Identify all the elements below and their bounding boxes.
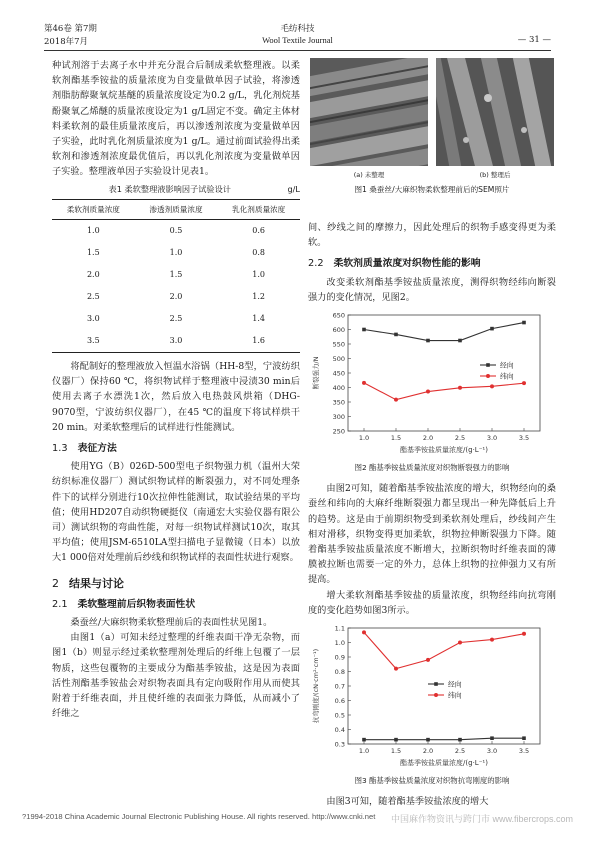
section-number: 2 <box>52 576 59 590</box>
data-point-warp <box>458 738 462 742</box>
data-point-weft <box>362 381 366 385</box>
table-cell: 1.0 <box>86 226 100 236</box>
data-point-weft <box>362 630 366 634</box>
table-cell: 1.2 <box>252 292 266 302</box>
x-tick-label: 1.0 <box>358 434 370 443</box>
copyright-line: ?1994-2018 China Academic Journal Electronic Publishing House. All rights reserved. http://www.cnki.net <box>22 812 376 821</box>
table-1 <box>52 182 300 353</box>
figure-3-chart <box>308 620 556 770</box>
table-row <box>52 242 300 264</box>
table-1-header: 渗透剂质量浓度 <box>135 199 218 219</box>
table-1-header: 乳化剂质量浓度 <box>217 199 300 219</box>
data-point-weft <box>490 384 494 388</box>
journal-title-cn: 毛纺科技 <box>280 24 315 34</box>
x-tick-label: 1.5 <box>390 747 402 756</box>
table-cell: 3.0 <box>135 330 218 352</box>
y-tick-label: 350 <box>332 398 345 407</box>
y-tick-label: 0.7 <box>334 682 345 691</box>
table-1-header-row <box>52 199 300 219</box>
paragraph-2-2-b: 由图2可知，随着酯基季铵盐浓度的增大，织物经向的桑蚕丝和纬向的大麻纤维断裂强力都呈现出一种先降低后上升的趋势。这是由于前期织物受到柔软剂处理后，纱线间产生相对滑移，织物变得更加柔软，织物拉伸断裂强力下降。随着酯基季铵盐质量浓度不断增大，拉断织物时纤维表面的薄膜被拉断也需要一定的外力，总体上织物的拉伸强力又有所提高。 <box>308 483 556 586</box>
y-axis-label: 抗弯刚度/(cN·cm²·cm⁻¹) <box>312 648 320 724</box>
legend-label: 经向 <box>500 361 514 370</box>
breaking-strength-chart <box>308 307 556 457</box>
paragraph-2-2-c: 增大柔软剂酯基季铵盐的质量浓度，织物经纬向抗弯刚度的变化趋势如图3所示。 <box>308 589 556 616</box>
volume-issue: 第46卷 第7期 <box>44 24 97 34</box>
table-cell: 1.5 <box>169 270 183 280</box>
table-cell: 0.5 <box>169 226 183 236</box>
data-point-weft <box>490 638 494 642</box>
data-point-warp <box>394 738 398 742</box>
y-tick-label: 250 <box>332 427 345 436</box>
right-column <box>308 58 556 809</box>
data-point-weft <box>458 386 462 390</box>
legend-marker <box>434 693 438 697</box>
y-tick-label: 0.3 <box>334 740 345 749</box>
section-heading-1-3 <box>52 441 300 456</box>
table-cell: 0.8 <box>252 248 266 258</box>
table-row <box>52 264 300 286</box>
section-number: 1.3 <box>52 442 68 454</box>
table-1-caption <box>52 182 300 199</box>
x-tick-label: 3.5 <box>518 747 530 756</box>
data-point-weft <box>426 390 430 394</box>
paragraph-2-2-a: 改变柔软剂酯基季铵盐质量浓度，测得织物经纬向断裂强力的变化情况，见图2。 <box>308 276 556 303</box>
paragraph-methods: 使用YG（B）026D-500型电子织物强力机（温州大荣纺织标准仪器厂）测试织物试样的断裂强力，对不同处理条件下的试样分别进行10次拉伸性能测试，取试验结果的平均值；使用HD207自动织物硬挺仪（南通宏大实验仪器有限公司）测试织物的弯曲性能，对每一织物试样测试10次，取其平均值；使用JSM-6510LA型扫描电子显微镜（日本）以放大1 000倍对处理前后纱线和织物试样的表面性状进行观察。 <box>52 461 300 564</box>
data-point-warp <box>362 738 366 742</box>
legend-label: 纬向 <box>448 691 462 700</box>
paragraph-2-2-d: 由图3可知，随着酯基季铵盐浓度的增大 <box>326 796 489 808</box>
data-point-weft <box>458 641 462 645</box>
data-point-weft <box>522 381 526 385</box>
y-tick-label: 0.5 <box>334 711 345 720</box>
y-tick-label: 1.1 <box>334 624 345 633</box>
table-1-header: 柔软剂质量浓度 <box>52 199 135 219</box>
figure-1b-label: (b) 整理后 <box>479 171 511 179</box>
section-heading-2-2 <box>308 256 556 271</box>
x-tick-label: 2.0 <box>422 747 434 756</box>
figure-3-caption: 图3 酯基季铵盐质量浓度对织物抗弯刚度的影响 <box>354 776 510 786</box>
y-tick-label: 650 <box>332 311 345 320</box>
y-axis-label: 断裂强力/N <box>312 356 320 390</box>
figure-2-caption: 图2 酯基季铵盐质量浓度对织物断裂强力的影响 <box>354 463 510 473</box>
figure-1 <box>308 58 556 216</box>
table-cell: 1.0 <box>252 270 266 280</box>
table-row <box>52 308 300 330</box>
section-number: 2.1 <box>52 598 68 610</box>
x-tick-label: 2.0 <box>422 434 434 443</box>
issue-date: 2018年7月 <box>44 37 89 47</box>
table-cell: 1.0 <box>169 248 183 258</box>
y-tick-label: 600 <box>332 326 345 335</box>
table-cell: 0.6 <box>252 226 266 236</box>
y-tick-label: 0.8 <box>334 668 345 677</box>
paragraph-2-1-a: 桑蚕丝/大麻织物柔软整理前后的表面性状见图1。 <box>70 616 273 628</box>
section-number: 2.2 <box>308 258 324 270</box>
sem-image-untreated <box>310 58 428 166</box>
x-tick-label: 1.0 <box>358 747 370 756</box>
x-tick-label: 3.0 <box>486 747 498 756</box>
y-tick-label: 550 <box>332 340 345 349</box>
x-tick-label: 3.5 <box>518 434 530 443</box>
table-cell: 1.6 <box>217 330 300 352</box>
watermark-text: 中国麻作物资讯与跨门市 www.fibercrops.com <box>390 814 573 824</box>
table-cell: 2.5 <box>86 292 100 302</box>
legend-marker <box>434 682 438 686</box>
table-cell: 2.0 <box>169 292 183 302</box>
header-rule <box>44 50 551 51</box>
y-tick-label: 300 <box>332 413 345 422</box>
y-tick-label: 500 <box>332 355 345 364</box>
x-tick-label: 2.5 <box>454 434 466 443</box>
table-1-title: 表1 柔软整理液影响因子试验设计 <box>108 183 231 194</box>
figure-2-chart <box>308 307 556 457</box>
y-tick-label: 0.6 <box>334 697 345 706</box>
y-tick-label: 0.4 <box>334 726 345 735</box>
section-title: 柔软剂质量浓度对织物性能的影响 <box>333 258 481 270</box>
section-heading-2 <box>52 576 300 591</box>
sem-image-treated <box>436 58 554 166</box>
data-point-warp <box>522 321 526 325</box>
journal-title-en: Wool Textile Journal <box>262 35 333 45</box>
y-tick-label: 1.0 <box>334 639 345 648</box>
data-point-warp <box>426 738 430 742</box>
data-point-warp <box>490 736 494 740</box>
figure-1a-label: (a) 未整理 <box>353 171 385 179</box>
table-row <box>52 220 300 242</box>
data-point-weft <box>394 398 398 402</box>
data-point-warp <box>458 339 462 343</box>
data-point-weft <box>394 667 398 671</box>
paragraph-process: 将配制好的整理液放入恒温水浴锅（HH-8型，宁波纺织仪器厂）保持60 ℃，将织物试样于整理液中浸渍30 min后使用去离子水漂洗1次，然后放入电热鼓风烘箱（DHG-9070型，宁波纺织仪器厂），在45 ℃的温度下将试样烘干20 min。对柔软整理后的试样进行性能测试。 <box>52 360 300 433</box>
data-point-warp <box>522 736 526 740</box>
table-row <box>52 330 300 352</box>
data-point-warp <box>490 327 494 331</box>
table-cell: 1.5 <box>86 248 100 258</box>
table-cell: 3.0 <box>86 314 100 324</box>
sem-fiber-texture-a <box>310 58 428 166</box>
x-tick-label: 1.5 <box>390 434 402 443</box>
page-number: — 31 — <box>517 35 551 45</box>
table-cell: 2.5 <box>169 314 183 324</box>
x-tick-label: 2.5 <box>454 747 466 756</box>
section-title: 柔软整理前后织物表面性状 <box>77 598 196 610</box>
data-point-warp <box>362 328 366 332</box>
y-tick-label: 450 <box>332 369 345 378</box>
paragraph-2-1-b: 由图1（a）可知未经过整理的纤维表面干净无杂物，而图1（b）则显示经过柔软整理剂处理后的纤维上包覆了一层物质，这些包覆物的主要成分为酯基季铵盐，这是因为表面活性剂酯基季铵盐会对织物表面具有定向吸附作用从而使其附着于纤维表面，并且使纤维的表面张力降低，从而减小了纤维之 <box>52 632 300 720</box>
bending-rigidity-chart <box>308 620 556 770</box>
legend-label: 纬向 <box>500 372 514 381</box>
table-1-unit: g/L <box>287 183 300 194</box>
legend-marker <box>486 363 490 367</box>
figure-1-caption: 图1 桑蚕丝/大麻织物柔软整理前后的SEM照片 <box>354 185 510 194</box>
x-tick-label: 3.0 <box>486 434 498 443</box>
sem-fiber-texture-b <box>436 58 554 166</box>
left-column <box>52 58 300 721</box>
running-header <box>44 22 551 50</box>
section-heading-2-1 <box>52 597 300 612</box>
table-cell: 1.4 <box>252 314 266 324</box>
y-tick-label: 400 <box>332 384 345 393</box>
data-point-weft <box>522 632 526 636</box>
data-point-warp <box>426 339 430 343</box>
x-axis-label: 酯基季铵盐质量浓度/(g·L⁻¹) <box>400 759 488 768</box>
plot-frame <box>348 628 540 744</box>
legend-label: 经向 <box>448 680 462 689</box>
table-cell: 2.0 <box>86 270 100 280</box>
section-title: 表征方法 <box>77 442 117 454</box>
data-point-weft <box>426 658 430 662</box>
section-title: 结果与讨论 <box>69 576 124 590</box>
data-point-warp <box>394 333 398 337</box>
table-cell: 3.5 <box>52 330 135 352</box>
legend-marker <box>486 374 490 378</box>
page-footer <box>22 812 573 824</box>
table-row <box>52 286 300 308</box>
x-axis-label: 酯基季铵盐质量浓度/(g·L⁻¹) <box>400 446 488 455</box>
y-tick-label: 0.9 <box>334 653 345 662</box>
paragraph-fig1-continued: 间、纱线之间的摩擦力，因此处理后的织物手感变得更为柔软。 <box>308 222 556 249</box>
paragraph-intro: 种试剂溶于去离子水中并充分混合后制成柔软整理液。以柔软剂酯基季铵盐的质量浓度为自变量做单因子试验，将渗透剂脂肪醇聚氧烷基醚的质量浓度设定为0.2 g/L，乳化剂烷基酚聚氧乙烯醚的质量浓度设定为1 g/L固定不变。确定主体材料柔软剂的最佳质量浓度后，再以渗透剂浓度为变量做单因子实验，此时乳化剂质量浓度为1 g/L。通过前面试验得出柔软剂和渗透剂浓度最优值后，再以乳化剂浓度为变量做单因子实验。整理液单因子实验设计见表1。 <box>52 60 300 178</box>
